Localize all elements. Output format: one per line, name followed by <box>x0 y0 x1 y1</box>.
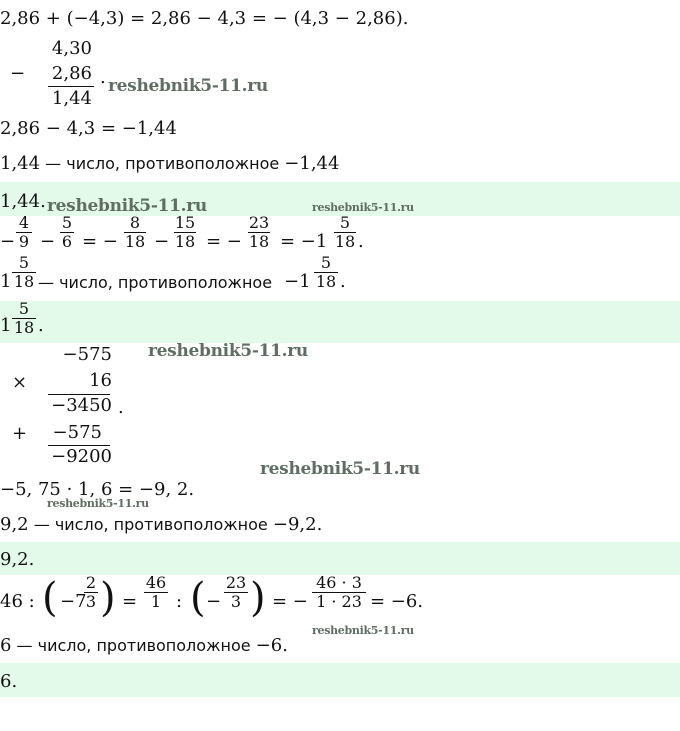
answer-1: 1,44. <box>0 191 46 212</box>
mult-dot: . <box>118 397 124 418</box>
numerator: 4 <box>18 213 30 232</box>
denominator: 1 · 23 <box>312 592 366 611</box>
subtraction-line <box>48 86 94 87</box>
minus-sign: − <box>0 231 16 252</box>
denominator: 6 <box>61 232 73 251</box>
close-paren: ) <box>250 575 266 621</box>
subtraction-minuend: 4,30 <box>51 38 92 59</box>
numerator: 5 <box>18 253 30 272</box>
numerator: 23 <box>248 213 270 232</box>
equals-minus: = − <box>206 231 242 252</box>
equals-mixed: = −1 <box>280 231 328 252</box>
colon: : <box>176 591 183 612</box>
mult-partial-1: −3450 <box>51 395 112 416</box>
mult-result: −9200 <box>51 446 112 467</box>
watermark: reshebnik5-11.ru <box>47 196 207 216</box>
fraction-46-1 <box>144 574 168 611</box>
numerator: 23 <box>225 573 247 592</box>
negative-mixed: −7 <box>60 591 87 612</box>
dividend: 46 : <box>0 591 35 612</box>
statement-line-2 <box>0 515 322 535</box>
denominator: 18 <box>13 272 35 291</box>
numerator: 5 <box>339 213 351 232</box>
numerator: 8 <box>129 213 141 232</box>
period: . <box>38 315 44 336</box>
statement-number: 1,44 <box>0 153 41 174</box>
period: . <box>358 231 364 252</box>
statement-value: −9,2. <box>272 514 323 535</box>
mixed-whole: 1 <box>0 271 12 292</box>
denominator: 18 <box>174 232 196 251</box>
equation-line-2: 2,86 − 4,3 = −1,44 <box>0 118 177 139</box>
numerator: 46 <box>145 573 167 592</box>
minus-sign: − <box>206 591 222 612</box>
fraction-2-3 <box>84 574 98 611</box>
watermark: reshebnik5-11.ru <box>108 76 268 96</box>
equation-line-1: 2,86 + (−4,3) = 2,86 − 4,3 = − (4,3 − 2,86). <box>0 8 409 29</box>
denominator: 18 <box>334 232 356 251</box>
open-paren: ( <box>190 575 206 621</box>
fraction-4-9 <box>16 214 32 251</box>
mult-factor-a: −575 <box>62 344 112 365</box>
fraction-5-18 <box>314 254 338 291</box>
denominator: 18 <box>13 318 35 337</box>
open-paren: ( <box>42 575 58 621</box>
equals: = <box>122 591 138 612</box>
fraction-23-18 <box>248 214 270 251</box>
fraction-5-6 <box>60 214 74 251</box>
subtraction-subtrahend: 2,86 <box>51 63 92 84</box>
statement-value: −6. <box>255 635 288 656</box>
fraction-23-3 <box>224 574 248 611</box>
denominator: 18 <box>248 232 270 251</box>
denominator: 18 <box>315 272 337 291</box>
mult-partial-2: −575 <box>52 422 102 443</box>
answer-3: 9,2. <box>0 549 35 570</box>
equals-minus: = − <box>82 231 118 252</box>
numerator: 5 <box>18 299 30 318</box>
subtraction-operator: − <box>10 63 26 84</box>
denominator: 3 <box>85 592 97 611</box>
denominator: 18 <box>124 232 146 251</box>
statement-text: — число, противоположное <box>28 515 273 534</box>
fraction-5-18 <box>334 214 356 251</box>
minus-sign: − <box>154 231 170 252</box>
statement-number: 6 <box>0 635 12 656</box>
statement-line-1 <box>0 154 339 174</box>
answer-band-4 <box>0 663 680 697</box>
watermark: reshebnik5-11.ru <box>260 459 420 479</box>
answer-band-3 <box>0 542 680 575</box>
fraction-5-18 <box>12 254 36 291</box>
mult-factor-b: 16 <box>89 370 112 391</box>
numerator: 46 · 3 <box>316 573 362 592</box>
subtraction-result: 1,44 <box>51 88 92 109</box>
statement-number: 9,2 <box>0 514 29 535</box>
fraction-46x3-1x23 <box>312 574 366 611</box>
numerator: 2 <box>85 573 97 592</box>
add-operator: + <box>12 423 28 444</box>
subtraction-dot: . <box>100 67 106 88</box>
watermark: reshebnik5-11.ru <box>312 624 414 637</box>
numerator: 5 <box>320 253 332 272</box>
statement-text: — число, противоположное <box>38 273 273 292</box>
numerator: 15 <box>174 213 196 232</box>
denominator: 3 <box>224 592 248 611</box>
statement-text: — число, противоположное <box>11 636 256 655</box>
fraction-15-18 <box>174 214 196 251</box>
statement-text: — число, противоположное <box>40 154 285 173</box>
answer-2-fraction <box>12 300 36 337</box>
answer-2-whole: 1 <box>0 315 12 336</box>
equals-result: = −6. <box>370 591 424 612</box>
statement-value: −1,44 <box>284 153 340 174</box>
period: . <box>340 271 346 292</box>
answer-4: 6. <box>0 671 18 692</box>
watermark: reshebnik5-11.ru <box>312 201 414 214</box>
equals-minus: = − <box>272 591 308 612</box>
watermark: reshebnik5-11.ru <box>47 497 149 510</box>
fraction-8-18 <box>124 214 146 251</box>
minus-sign: − <box>40 231 56 252</box>
denominator: 9 <box>16 232 32 251</box>
equation-line-6: −5, 75 · 1, 6 = −9, 2. <box>0 479 195 500</box>
answer-band-2 <box>0 301 680 343</box>
statement-line-3 <box>0 636 288 656</box>
mult-operator: × <box>12 372 28 393</box>
statement-value: −1 <box>284 271 311 292</box>
watermark: reshebnik5-11.ru <box>148 341 308 361</box>
close-paren: ) <box>100 575 116 621</box>
numerator: 5 <box>61 213 73 232</box>
denominator: 1 <box>144 592 168 611</box>
